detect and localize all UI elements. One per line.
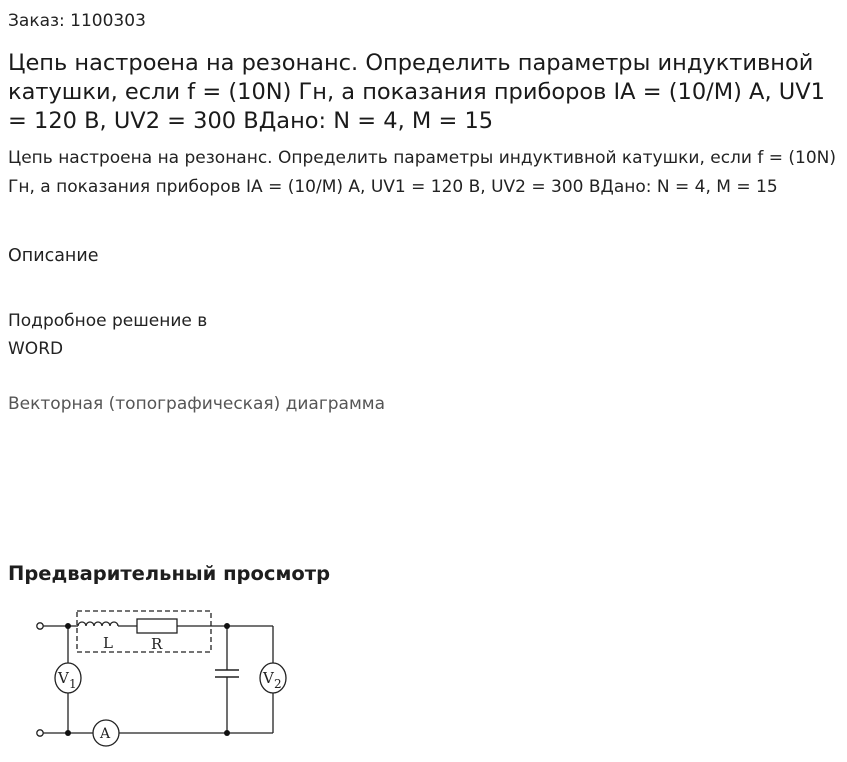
page-title: Цепь настроена на резонанс. Определить параметры индуктивной катушки, если f = (10N) Гн, а показания приборов IA = (10/M) А, UV1 = 120 В, UV2 = 300 ВДано: N = 4, M = 15 [8,50,825,134]
ammeter-label: A [100,726,111,742]
task-description: Цепь настроена на резонанс. Определить параметры индуктивной катушки, если f = (10N) Гн, а показания приборов IA = (10/M) А, UV1 = 120 В, UV2 = 300 ВДано: N = 4, M = 15 [8,148,837,197]
junction-dot [224,623,230,629]
resistor [137,619,177,633]
preview-heading: Предварительный просмотр [8,562,331,585]
order-number: Заказ: 1100303 [8,11,146,31]
circuit-diagram [33,606,293,751]
voltmeter-1-subscript: 1 [69,677,77,691]
junction-dot [224,730,230,736]
terminal-top [37,623,43,629]
voltmeter-1-label: V [58,669,69,687]
resistor-label: R [151,635,163,653]
description-section-label: Описание [8,246,99,266]
voltmeter-2-label: V [263,669,274,687]
junction-dot [65,730,71,736]
coil-boundary [77,611,211,652]
vector-diagram-note: Векторная (топографическая) диаграмма [8,394,386,414]
voltmeter-2-subscript: 2 [274,677,282,691]
inductor-label: L [103,634,113,652]
junction-dot [65,623,71,629]
inductor-coil [78,622,118,626]
solution-note: Подробное решение в WORD [8,311,208,359]
terminal-bottom [37,730,43,736]
